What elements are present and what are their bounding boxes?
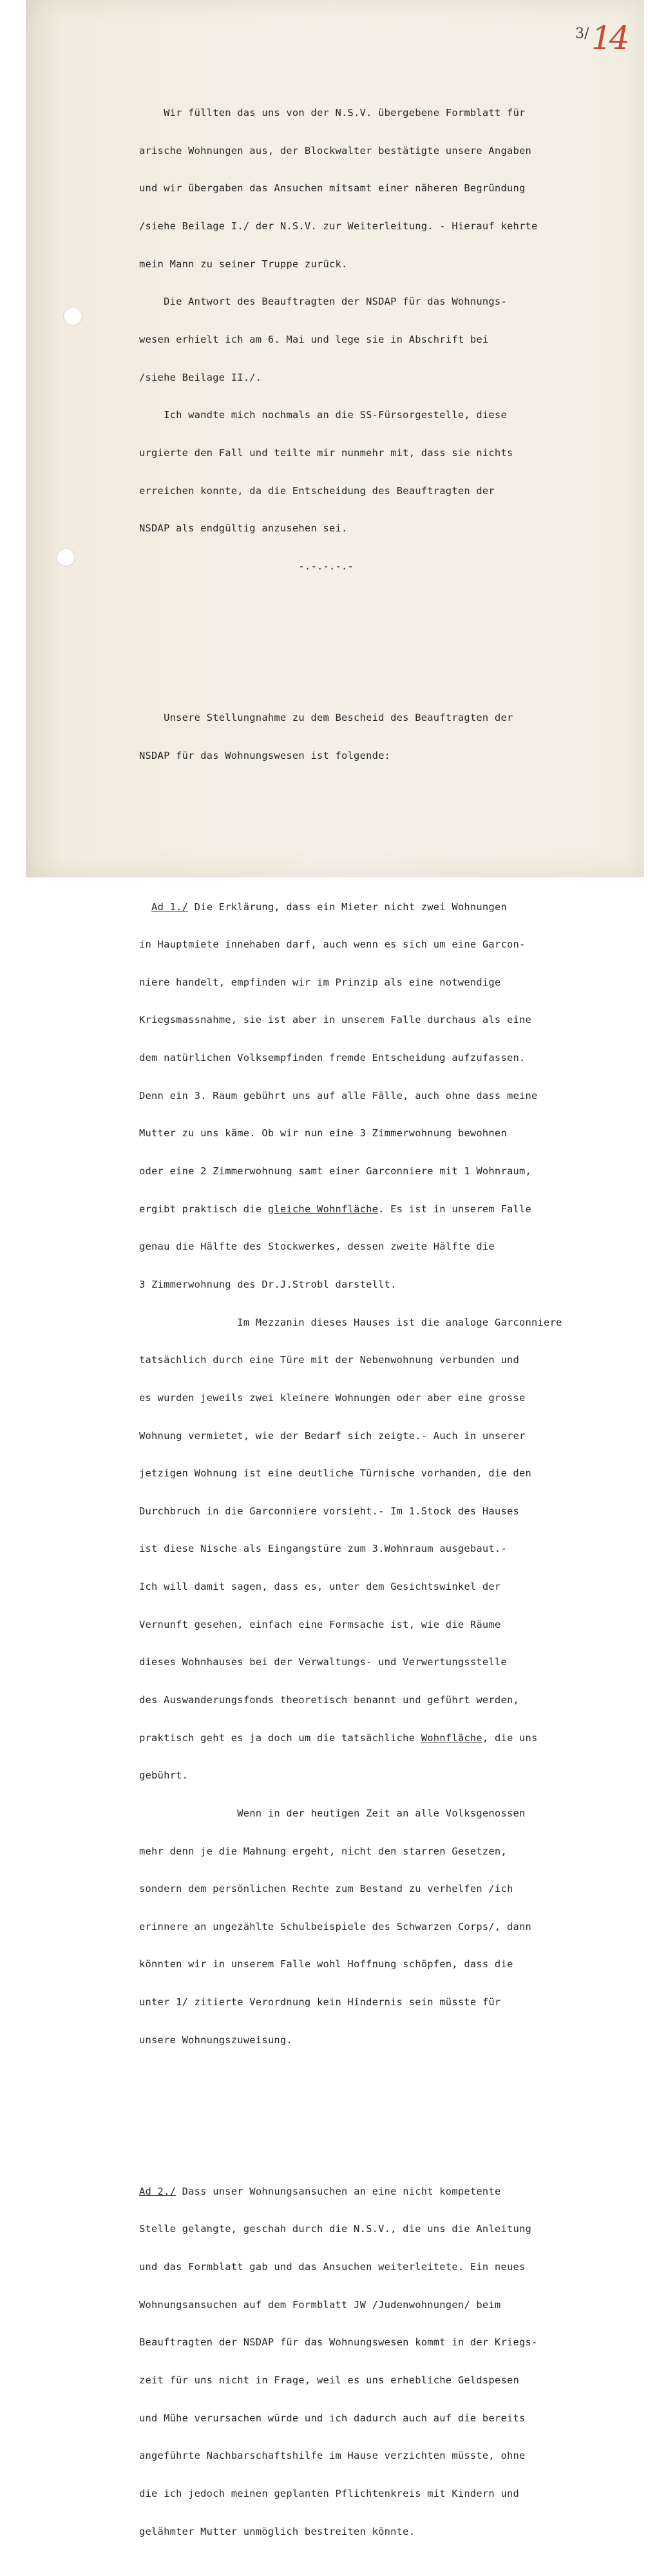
text-line: zeit für uns nicht in Frage, weil es uns erhebliche Geldspesen bbox=[139, 2374, 519, 2386]
text-line: unsere Wohnungszuweisung. bbox=[139, 2034, 292, 2046]
text-line: mehr denn je die Mahnung ergeht, nicht den starren Gesetzen, bbox=[139, 1845, 507, 1857]
text-line: ist diese Nische als Eingangstüre zum 3.Wohnraum ausgebaut.- bbox=[139, 1543, 507, 1555]
text-line: Im Mezzanin dieses Hauses ist die analoge Garconniere bbox=[139, 1316, 562, 1328]
text-line: Denn ein 3. Raum gebührt uns auf alle Fälle, auch ohne dass meine bbox=[139, 1089, 538, 1102]
text-line: könnten wir in unserem Falle wohl Hoffnung schöpfen, dass die bbox=[139, 1958, 513, 1970]
text-line: tatsächlich durch eine Türe mit der Nebenwohnung verbunden und bbox=[139, 1354, 519, 1366]
text-line: angeführte Nachbarschaftshilfe im Hause verzichten müsste, ohne bbox=[139, 2450, 526, 2462]
text-line: Ich wandte mich nochmals an die SS-Fürsorgestelle, diese bbox=[139, 409, 507, 421]
text-line: Ad 2./ Dass unser Wohnungsansuchen an eine nicht kompetente bbox=[139, 2185, 501, 2197]
text-line: Vernunft gesehen, einfach eine Formsache ist, wie die Räume bbox=[139, 1618, 501, 1630]
text-line: arische Wohnungen aus, der Blockwalter bestätigte unsere Angaben bbox=[139, 144, 532, 157]
text-line: und das Formblatt gab und das Ansuchen weiterleitete. Ein neues bbox=[139, 2261, 526, 2273]
ad1-label: Ad 1./ bbox=[151, 901, 189, 913]
folio-handwritten: 14 bbox=[591, 19, 627, 57]
text-line: /siehe Beilage I./ der N.S.V. zur Weiterleitung. - Hierauf kehrte bbox=[139, 220, 538, 233]
text-line: jetzigen Wohnung ist eine deutliche Türnische vorhanden, die den bbox=[139, 1467, 532, 1480]
text-line: Mutter zu uns käme. Ob wir nun eine 3 Zimmerwohnung bewohnen bbox=[139, 1127, 507, 1140]
text-line: Kriegsmassnahme, sie ist aber in unserem Falle durchaus als eine bbox=[139, 1014, 532, 1026]
text-line: NSDAP für das Wohnungswesen ist folgende: bbox=[139, 749, 391, 761]
text-line: Wenn in der heutigen Zeit an alle Volksgenossen bbox=[139, 1807, 526, 1819]
text-line: Unsere Stellungnahme zu dem Bescheid des Beauftragten der bbox=[139, 711, 513, 723]
text-line: Durchbruch in die Garconniere vorsieht.- Im 1.Stock des Hauses bbox=[139, 1505, 519, 1517]
text-line: sondern dem persönlichen Rechte zum Bestand zu verhelfen /ich bbox=[139, 1883, 513, 1895]
text-line: urgierte den Fall und teilte mir nunmehr mit, dass sie nichts bbox=[139, 446, 513, 459]
text-line: praktisch geht es ja doch um die tatsächliche Wohnfläche, die uns bbox=[139, 1732, 538, 1744]
statement-intro bbox=[139, 687, 648, 787]
text-line: gelähmter Mutter unmöglich bestreiten könnte. bbox=[139, 2525, 415, 2537]
text-line: dem natürlichen Volksempfinden fremde Entscheidung aufzufassen. bbox=[139, 1052, 526, 1064]
text-line: in Hauptmiete innehaben darf, auch wenn es sich um eine Garcon- bbox=[139, 939, 526, 951]
punch-hole-upper bbox=[63, 307, 82, 326]
text-line: Ad 1./ Die Erklärung, dass ein Mieter nicht zwei Wohnungen bbox=[151, 901, 507, 913]
text-line: 3 Zimmerwohnung des Dr.J.Strobl darstellt. bbox=[139, 1278, 397, 1290]
ad2-section bbox=[139, 2161, 648, 2564]
text-line: genau die Hälfte des Stockwerkes, dessen zweite Hälfte die bbox=[139, 1241, 495, 1253]
folio-number: 3/ bbox=[575, 26, 589, 42]
letter-body bbox=[139, 57, 648, 2576]
text-line: und Mühe verursachen würde und ich dadurch auch auf die bereits bbox=[139, 2412, 526, 2424]
text-line: Wohnungsansuchen auf dem Formblatt JW /Judenwohnungen/ beim bbox=[139, 2298, 501, 2311]
text-line: erreichen konnte, da die Entscheidung des Beauftragten der bbox=[139, 484, 495, 497]
text-line: des Auswanderungsfonds theoretisch benannt und geführt werden, bbox=[139, 1694, 519, 1706]
text-line: und wir übergaben das Ansuchen mitsamt einer näheren Begründung bbox=[139, 182, 526, 195]
text-line: die ich jedoch meinen geplanten Pflichtenkreis mit Kindern und bbox=[139, 2487, 519, 2499]
text-line: niere handelt, empfinden wir im Prinzip als eine notwendige bbox=[139, 976, 501, 988]
underlined-phrase: gleiche Wohnfläche bbox=[267, 1203, 379, 1215]
punch-hole-lower bbox=[56, 548, 75, 567]
text-line: Ich will damit sagen, dass es, unter dem Gesichtswinkel der bbox=[139, 1581, 501, 1593]
text-line: erinnere an ungezählte Schulbeispiele des Schwarzen Corps/, dann bbox=[139, 1920, 532, 1932]
text-line: mein Mann zu seiner Truppe zurück. bbox=[139, 258, 348, 270]
text-line: Wohnung vermietet, wie der Bedarf sich zeigte.- Auch in unserer bbox=[139, 1429, 526, 1442]
text-line: Stelle gelangte, geschah durch die N.S.V., die uns die Anleitung bbox=[139, 2223, 532, 2235]
text-line: ergibt praktisch die gleiche Wohnfläche. Es ist in unserem Falle bbox=[139, 1203, 532, 1215]
text-line: wesen erhielt ich am 6. Mai und lege sie in Abschrift bei bbox=[139, 334, 489, 346]
spacer bbox=[139, 825, 648, 838]
text-line: /siehe Beilage II./. bbox=[139, 371, 262, 383]
text-line: unter 1/ zitierte Verordnung kein Hindernis sein müsste für bbox=[139, 1996, 501, 2008]
section-divider: -.-.-.-.- bbox=[139, 560, 354, 572]
spacer bbox=[139, 2110, 648, 2123]
text-line: oder eine 2 Zimmerwohnung samt einer Garconniere mit 1 Wohnraum, bbox=[139, 1165, 532, 1178]
ad1-section bbox=[139, 875, 648, 2072]
ad2-label: Ad 2./ bbox=[139, 2185, 176, 2197]
text-line: Wir füllten das uns von der N.S.V. übergebene Formblatt für bbox=[139, 107, 526, 119]
spacer bbox=[139, 636, 648, 649]
text-line: NSDAP als endgültig anzusehen sei. bbox=[139, 522, 348, 535]
text-line: Die Antwort des Beauftragten der NSDAP für das Wohnungs- bbox=[139, 296, 507, 308]
text-line: es wurden jeweils zwei kleinere Wohnungen oder aber eine grosse bbox=[139, 1391, 526, 1404]
text-line: dieses Wohnhauses bei der Verwaltungs- und Verwertungsstelle bbox=[139, 1656, 507, 1668]
text-line: Beauftragten der NSDAP für das Wohnungswesen kommt in der Kriegs- bbox=[139, 2336, 538, 2349]
text-line: gebührt. bbox=[139, 1770, 189, 1782]
intro-section bbox=[139, 82, 648, 598]
underlined-phrase: Wohnfläche bbox=[421, 1732, 482, 1744]
